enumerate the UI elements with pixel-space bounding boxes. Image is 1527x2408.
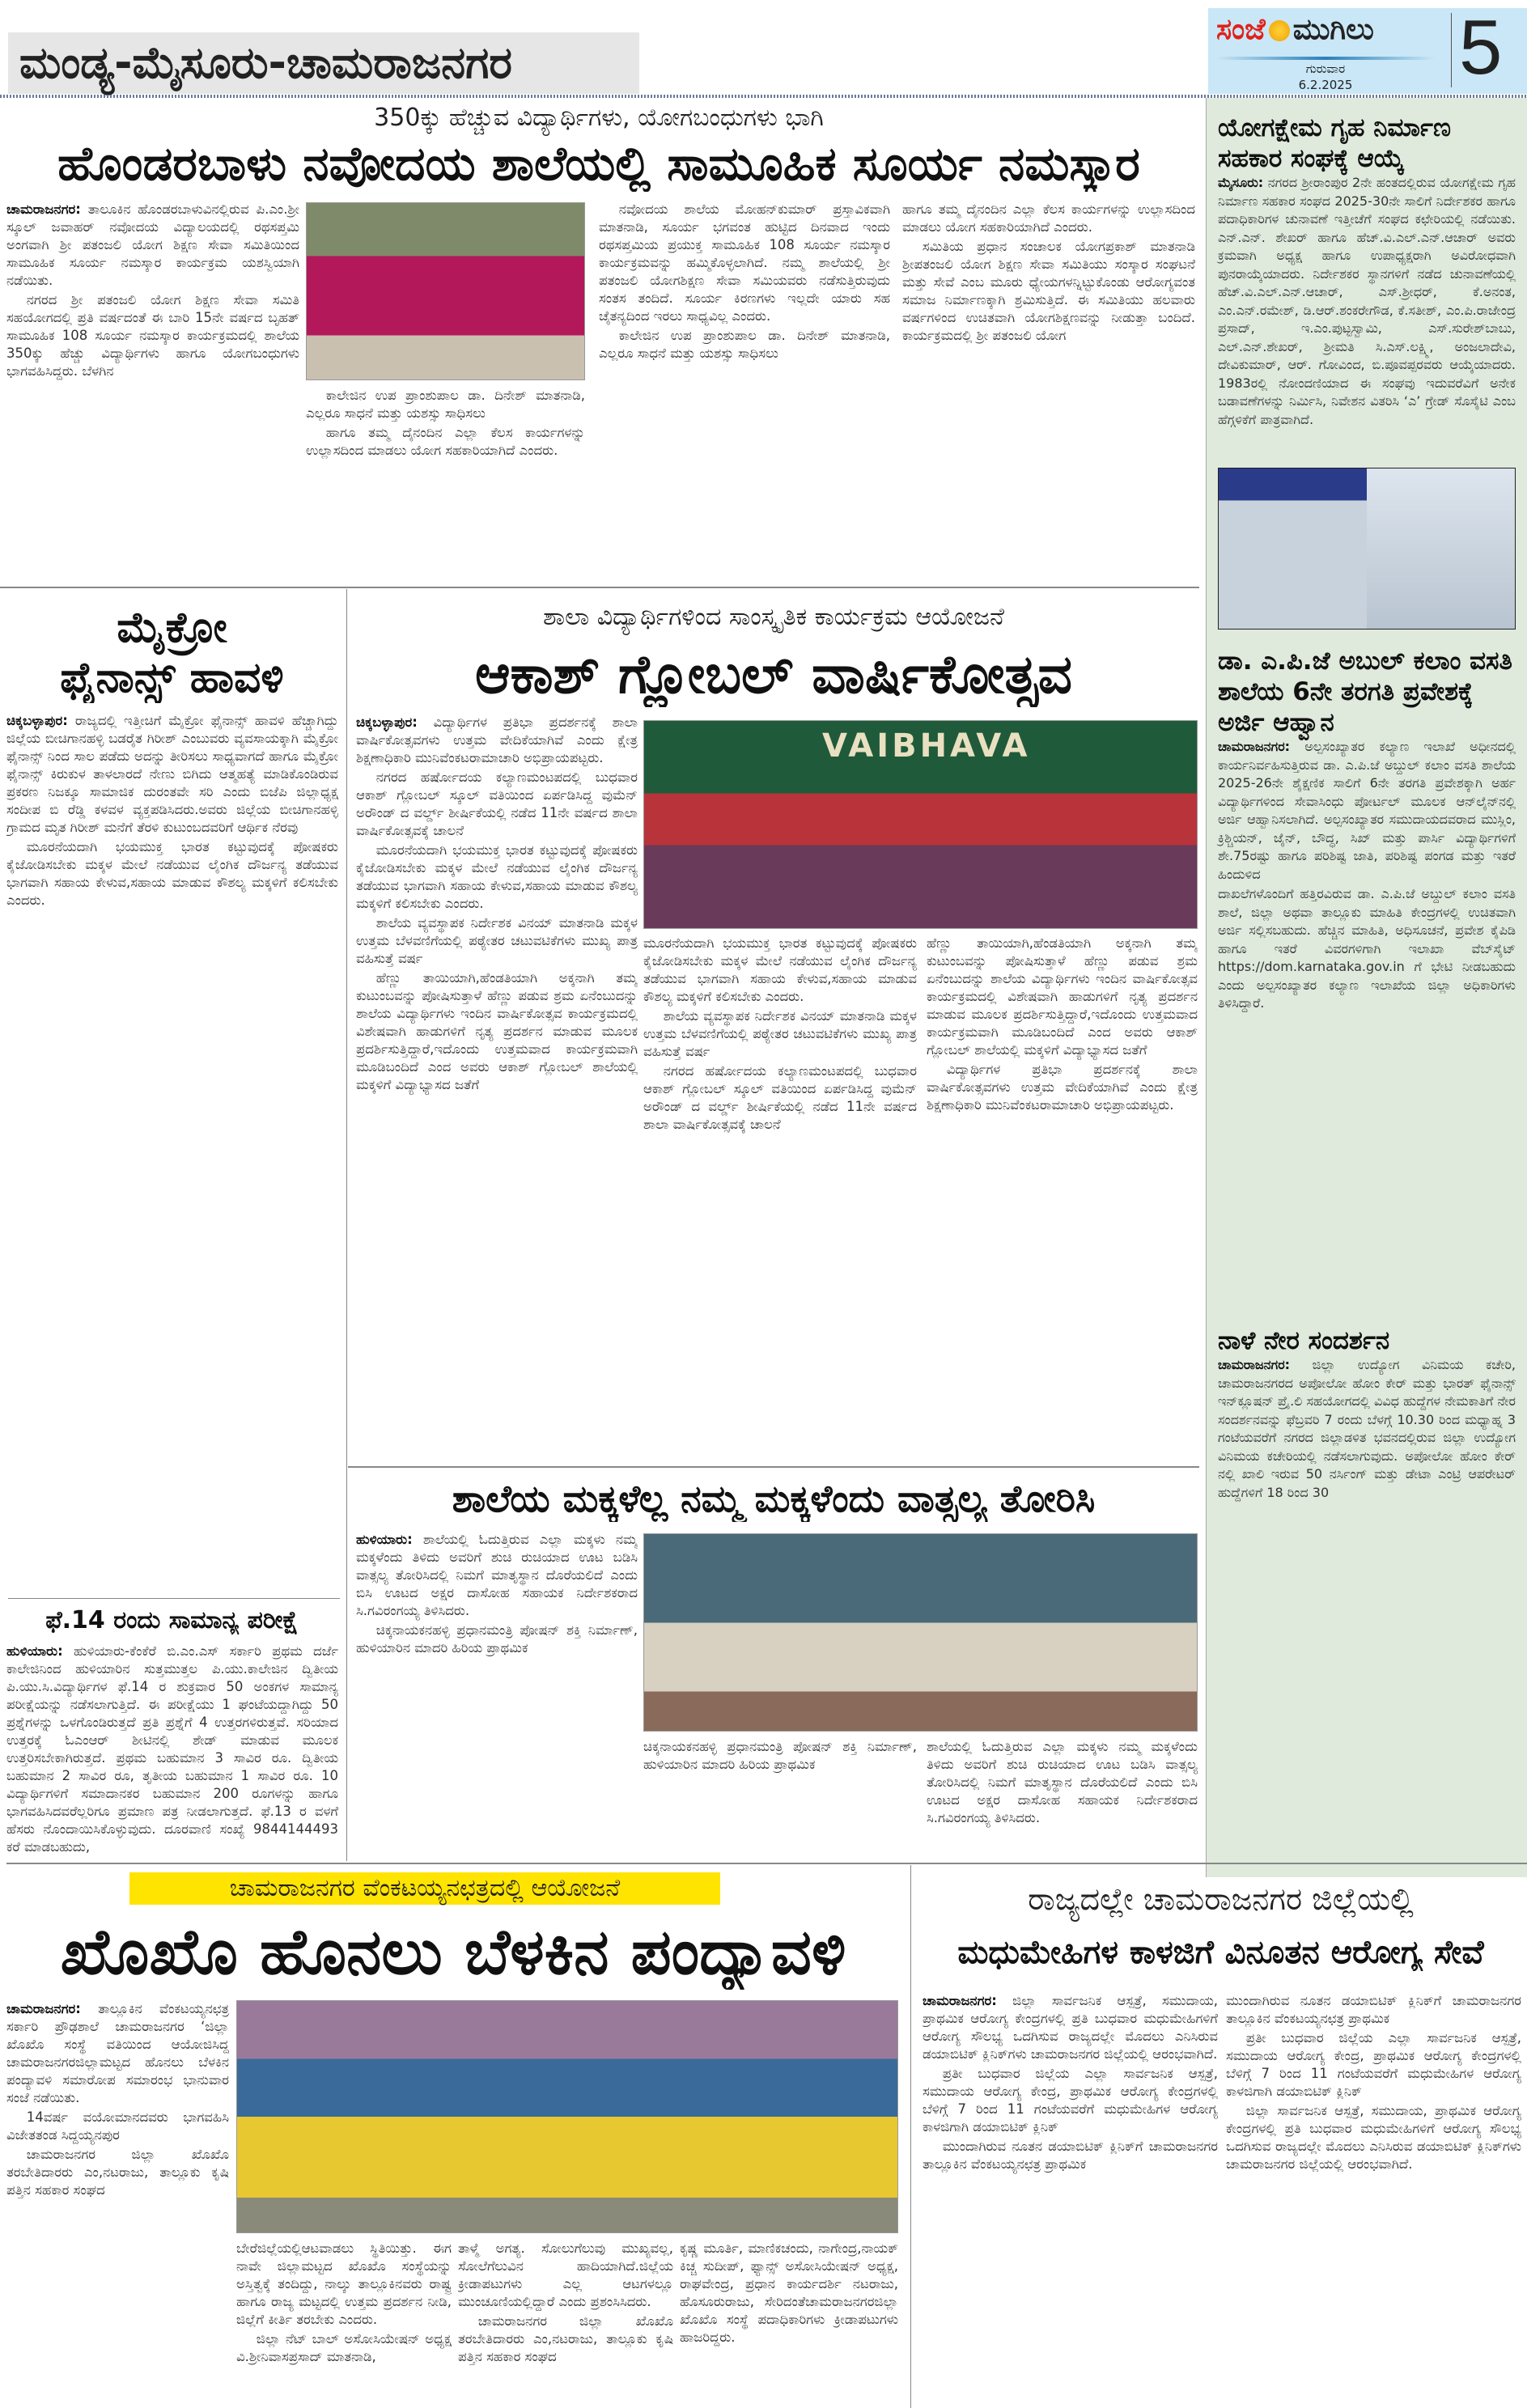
photo-school-event — [643, 1533, 1198, 1732]
para: ಹುಳಿಯಾರು-ಕೆಂಕೆರೆ ಬಿ.ಎಂ.ಎಸ್ ಸರ್ಕಾರಿ ಪ್ರಥಮ ದರ್ಜೆ ಕಾಲೇಜಿನಿಂದ ಹುಳಿಯಾರಿನ ಸುತ್ತಮುತ್ತಲ ಪಿ.ಯು.ಕಾಲೇಜಿನ ದ್ವಿತೀಯ ಪಿ.ಯು.ಸಿ.ವಿದ್ಯಾರ್ಥಿಗಳ ಫೆ.14 ರ ಶುಕ್ರವಾರ 50 ಅಂಕಗಳ ಸಾಮಾನ್ಯ ಪರೀಕ್ಷೆಯನ್ನು ನಡೆಸಲಾಗುತ್ತಿದೆ. ಈ ಪರೀಕ್ಷೆಯು 1 ಘಂಟೆಯದ್ದಾಗಿದ್ದು 50 ಪ್ರಶ್ನೆಗಳನ್ನು ಒಳಗೊಂಡಿರುತ್ತದೆ ಪ್ರತಿ ಪ್ರಶ್ನೆಗೆ 4 ಉತ್ತರಗಳಿರುತ್ತವೆ. ಸರಿಯಾದ ಉತ್ತರಕ್ಕೆ ಓಎಂಆರ್ ಶೀಟಿನಲ್ಲಿ ಶೇಡ್ ಮಾಡುವ ಮೂಲಕ ಉತ್ತರಿಸಬೇಕಾಗಿರುತ್ತದೆ. ಪ್ರಥಮ ಬಹುಮಾನ 3 ಸಾವಿರ ರೂ. ದ್ವಿತೀಯ ಬಹುಮಾನ 2 ಸಾವಿರ ರೂ, ತೃತೀಯ ಬಹುಮಾನ 1 ಸಾವಿರ ರೂ. 10 ವಿದ್ಯಾರ್ಥಿಗಳಿಗೆ ಸಮಾದಾನಕರ ಬಹುಮಾನ 200 ರೂಗಳನ್ನು ಹಾಗೂ ಭಾಗವಹಿಸಿದವರೆಲ್ಲರಿಗೂ ಪ್ರಮಾಣ ಪತ್ರ ನೀಡಲಾಗುತ್ತದೆ. ಫೆ.13 ರ ವಳಗೆ ಹೆಸರು ನೊಂದಾಯಿಸಿಕೊಳ್ಳುವುದು. ದೂರವಾಣಿ ಸಂಖ್ಯೆ 9844144493 ಕರೆ ಮಾಡಬಹುದು, — [6, 1643, 338, 1855]
para: ಮುಂದಾಗಿರುವ ನೂತನ ಡಯಾಬಿಟಿಕ್ ಕ್ಲಿನಿಕ್‌ಗೆ ಚಾಮರಾಜನಗರ ತಾಲ್ಲೂಕಿನ ವೆಂಕಟಯ್ಯನಛತ್ರ ಪ್ರಾಥಮಿಕ — [1226, 1993, 1521, 2026]
dateline: ಚಿಕ್ಕಬಳ್ಳಾಪುರ: — [6, 713, 68, 728]
akash-col-3 — [927, 935, 1198, 1456]
para: ತಾಲೂಕಿನ ಹೊಂಡರಬಾಳುವಿನಲ್ಲಿರುವ ಪಿ.ಎಂ.ಶ್ರೀ ಸ್ಕೂಲ್ ಜವಾಹರ್ ನವೋದಯ ವಿದ್ಯಾಲಯದಲ್ಲಿ ರಥಸಪ್ತಮಿ ಅಂಗವಾಗಿ ಶ್ರೀ ಪತಂಜಲಿ ಯೋಗ ಶಿಕ್ಷಣ ಸೇವಾ ಸಮಿತಿಯಿಂದ ಸಾಮೂಹಿಕ ಸೂರ್ಯ ನಮಸ್ಕಾರ ಕಾರ್ಯಕ್ರಮ ಯಶಸ್ವಿಯಾಗಿ ನಡೆಯಿತು. — [6, 201, 299, 288]
sidebar-body-3 — [1207, 1356, 1527, 1842]
akash-col-2 — [643, 935, 917, 1456]
para: ತಾಳ್ಮೆ ಅಗತ್ಯ. ಸೋಲುಗೆಲುವು ಮುಖ್ಯವಲ್ಲ, ಸೋಲೆಗೆಲುವಿನ ಹಾದಿಯಾಗಿದೆ.ಜಿಲ್ಲೆಯ ಕ್ರೀಡಾಪಟುಗಳು ಎಲ್ಲ ಆಟಗಳಲ್ಲೂ ಮುಂಚೂಣಿಯಲ್ಲಿದ್ದಾರೆ ಎಂದು ಪ್ರಶಂಸಿಸಿದರು. — [458, 2241, 673, 2309]
sidebar — [1206, 98, 1527, 1877]
akash-col-1 — [356, 714, 638, 1458]
issue-day: ಗುರುವಾರ — [1305, 61, 1346, 76]
para: ಕಾಲೇಜಿನ ಉಪ ಪ್ರಾಂಶುಪಾಲ ಡಾ. ದಿನೇಶ್ ಮಾತನಾಡಿ, ಎಲ್ಲರೂ ಸಾಧನೆ ಮತ್ತು ಯಶಸ್ಸು ಸಾಧಿಸಲು — [599, 328, 890, 361]
para: ಹೆಣ್ಣು ತಾಯಿಯಾಗಿ,ಹೆಂಡತಿಯಾಗಿ ಅಕ್ಕನಾಗಿ ತಮ್ಮ ಕುಟುಂಬವನ್ನು ಪೋಷಿಸುತ್ತಾಳೆ ಹೆಣ್ಣು ಪಡುವ ಶ್ರಮ ಏನೆಂಬುದನ್ನು ಶಾಲೆಯ ವಿದ್ಯಾರ್ಥಿಗಳು ಇಂದಿನ ವಾರ್ಷಿಕೋತ್ಸವ ಕಾರ್ಯಕ್ರಮದಲ್ಲಿ ವಿಶೇಷವಾಗಿ ಹಾಡುಗಳಿಗೆ ನೃತ್ಯ ಪ್ರದರ್ಶನ ಮಾಡುವ ಮೂಲಕ ಪ್ರದರ್ಶಿಸುತ್ತಿದ್ದಾರೆ,ಇದೊಂದು ಉತ್ತಮವಾದ ಕಾರ್ಯಕ್ರಮವಾಗಿ ಮೂಡಿಬಂದಿದೆ ಎಂದ ಅವರು ಆಕಾಶ್ ಗ್ಲೋಬಲ್ ಶಾಲೆಯಲ್ಲಿ ಮಕ್ಕಳಿಗೆ ವಿದ್ಯಾಭ್ಯಾಸದ ಜತೆಗೆ — [356, 970, 638, 1092]
issue-date: 6.2.2025 — [1298, 78, 1353, 92]
khokho-col-2 — [236, 2240, 452, 2406]
dateline: ಚಾಮರಾಜನಗರ: — [1218, 1357, 1291, 1372]
dateline: ಮೈಸೂರು: — [1218, 175, 1264, 190]
para: ಅಲ್ಪಸಂಖ್ಯಾತರ ಕಲ್ಯಾಣ ಇಲಾಖೆ ಅಧೀನದಲ್ಲಿ ಕಾರ್ಯನಿರ್ವಹಿಸುತ್ತಿರುವ ಡಾ. ಎ.ಪಿ.ಜೆ ಅಬ್ದುಲ್ ಕಲಾಂ ವಸತಿ ಶಾಲೆಯ 2025-26ನೇ ಶೈಕ್ಷಣಿಕ ಸಾಲಿಗೆ 6ನೇ ತರಗತಿ ಪ್ರವೇಶಕ್ಕಾಗಿ ಅರ್ಹ ವಿದ್ಯಾರ್ಥಿಗಳಿಂದ ಸೇವಾಸಿಂಧು ಪೋರ್ಟಲ್ ಮೂಲಕ ಆನ್‌ಲೈನ್‌ನಲ್ಲಿ ಅರ್ಜಿ ಆಹ್ವಾನಿಸಲಾಗಿದೆ. ಅಲ್ಪಸಂಖ್ಯಾತರ ಸಮುದಾಯದವರಾದ ಮುಸ್ಲಿಂ, ಕ್ರಿಶ್ಚಿಯನ್, ಜೈನ್, ಬೌದ್ಧ, ಸಿಖ್ ಮತ್ತು ಪಾರ್ಸಿ ವಿದ್ಯಾರ್ಥಿಗಳಿಗೆ ಶೇ.75ರಷ್ಟು ಹಾಗೂ ಪರಿಶಿಷ್ಟ ಜಾತಿ, ಪರಿಶಿಷ್ಟ ಪಂಗಡ ಮತ್ತು ಇತರೆ ಹಿಂದುಳಿದ — [1218, 739, 1516, 882]
para: ಚಿಕ್ಕನಾಯಕನಹಳ್ಳಿ ಪ್ರಧಾನಮಂತ್ರಿ ಪೋಷನ್ ಶಕ್ತಿ ನಿರ್ಮಾಣ್, ಹುಳಿಯಾರಿನ ಮಾದರಿ ಹಿರಿಯ ಪ್ರಾಥಮಿಕ — [643, 1739, 917, 1772]
khokho-col-3 — [458, 2240, 673, 2406]
para: ಶಾಲೆಯಲ್ಲಿ ಓದುತ್ತಿರುವ ಎಲ್ಲಾ ಮಕ್ಕಳು ನಮ್ಮ ಮಕ್ಕಳೆಂದು ತಿಳಿದು ಅವರಿಗೆ ಶುಚಿ ರುಚಿಯಾದ ಊಟ ಬಡಿಸಿ ವಾತ್ಸಲ್ಯ ತೋರಿಸಿದಲ್ಲಿ ನಿಮಗೆ ಮಾತೃಸ್ಥಾನ ದೊರೆಯಲಿದೆ ಎಂದು ಬಿಸಿ ಊಟದ ಅಕ್ಷರ ದಾಸೋಹ ಸಹಾಯಕ ನಿರ್ದೇಶಕರಾದ ಸಿ.ಗವಿರಂಗಯ್ಯ ತಿಳಿಸಿದರು. — [356, 1532, 638, 1618]
sidebar-headline-3: ನಾಳೆ ನೇರ ಸಂದರ್ಶನ — [1218, 1326, 1390, 1355]
para: ತಾಲ್ಲೂಕಿನ ವೆಂಕಟಯ್ಯನಛತ್ರ ಸರ್ಕಾರಿ ಪ್ರೌಢಶಾಲೆ ಚಾಮರಾಜನಗರ ‘ಜಿಲ್ಲಾ ಖೊಖೊ ಸಂಸ್ಥೆ ವತಿಯಿಂದ ಆಯೋಜಿಸಿದ್ದ ಚಾಮರಾಜನಗರಜಿಲ್ಲಾಮಟ್ಟದ ಹೊನಲು ಬೆಳಕಿನ ಪಂದ್ಯಾವಳಿ ಸಮಾರೋಪ ಸಮಾರಂಭ ಭಾನುವಾರ ಸಂಜೆ ನಡೆಯಿತು. — [6, 2001, 229, 2105]
para: ಕಾಲೇಜಿನ ಉಪ ಪ್ರಾಂಶುಪಾಲ ಡಾ. ದಿನೇಶ್ ಮಾತನಾಡಿ, ಎಲ್ಲರೂ ಸಾಧನೆ ಮತ್ತು ಯಶಸ್ಸು ಸಾಧಿಸಲು — [306, 388, 585, 421]
photo-khokho-team — [236, 2000, 898, 2233]
portrait-2 — [1367, 468, 1515, 629]
dateline: ಚಾಮರಾಜನಗರ: — [6, 201, 81, 217]
microfinance-headline — [0, 603, 344, 703]
para: ಬೇರೆಜಿಲ್ಲೆಯಲ್ಲಿಆಟವಾಡಲು ಸ್ಥಿತಿಯಿತ್ತು. ಈಗ ನಾವೇ ಜಿಲ್ಲಾಮಟ್ಟದ ಖೊಖೊ ಸಂಸ್ಥೆಯನ್ನು ಅಸ್ತಿತ್ವಕ್ಕೆ ತಂದಿದ್ದು, ನಾಲ್ಕು ತಾಲ್ಲೂಕಿನವರು ರಾಷ್ಟ್ರ ಹಾಗೂ ರಾಜ್ಯ ಮಟ್ಟದಲ್ಲಿ ಉತ್ತಮ ಪ್ರದರ್ಶನ ನೀಡಿ, ಜಿಲ್ಲೆಗೆ ಕೀರ್ತಿ ತರಬೇಕು ಎಂದರು. — [236, 2241, 452, 2327]
headline-line: ಮೈಕ್ರೋ — [117, 604, 227, 652]
health-headline: ಮಧುಮೇಹಿಗಳ ಕಾಳಜಿಗೆ ವಿನೂತನ ಆರೋಗ್ಯ ಸೇವೆ — [957, 1934, 1484, 1971]
health-kicker: ರಾಜ್ಯದಲ್ಲೇ ಚಾಮರಾಜನಗರ ಜಿಲ್ಲೆಯಲ್ಲಿ — [1028, 1881, 1414, 1917]
main-kicker: 350ಕ್ಕು ಹೆಚ್ಚುವ ವಿದ್ಯಾರ್ಥಿಗಳು, ಯೋಗಬಂಧುಗಳು ಭಾಗಿ — [374, 104, 824, 132]
dateline: ಚಾಮರಾಜನಗರ: — [6, 2001, 81, 2016]
masthead — [1208, 4, 1527, 94]
exam-headline: ಫೆ.14 ರಂದು ಸಾಮಾನ್ಯ ಪರೀಕ್ಷೆ — [45, 1606, 299, 1634]
health-col-1 — [923, 1992, 1218, 2406]
para: ಶಾಲೆಯ ವ್ಯವಸ್ಥಾಪಕ ನಿರ್ದೇಶಕ ವಿನಯ್ ಮಾತನಾಡಿ ಮಕ್ಕಳ ಉತ್ತಮ ಬೆಳವಣಿಗೆಯಲ್ಲಿ ಪಠ್ಯೇತರ ಚಟುವಟಿಕೆಗಳು ಮುಖ್ಯ ಪಾತ್ರ ವಹಿಸುತ್ತೆ ವರ್ಷ — [643, 1008, 917, 1059]
sidebar-body-2 — [1207, 738, 1527, 1321]
sidebar-headline-2: ಡಾ. ಎ.ಪಿ.ಜೆ ಅಬುಲ್ ಕಲಾಂ ವಸತಿ ಶಾಲೆಯ 6ನೇ ತರಗತಿ ಪ್ರವೇಶಕ್ಕೆ ಅರ್ಜಿ ಆಹ್ವಾನ — [1218, 647, 1512, 737]
main-col-4 — [902, 201, 1195, 581]
portrait-photos — [1218, 468, 1516, 630]
para: ರಾಜ್ಯದಲ್ಲಿ ಇತ್ತೀಚಿಗೆ ಮೈಕ್ರೋ ಫೈನಾನ್ಸ್ ಹಾವಳಿ ಹೆಚ್ಚಾಗಿದ್ದು ಜಿಲ್ಲೆಯ ಬೀಚಿಗಾನಹಳ್ಳಿ ಬಡರೈತ ಗಿರೀಶ್ ಎಂಬುವರು ವ್ಯವಸಾಯಕ್ಕಾಗಿ ಮೈಕ್ರೋ ಫೈನಾನ್ಸ್ ನಿಂದ ಸಾಲ ಪಡೆದು ಅದನ್ನು ತೀರಿಸಲು ಸಾಧ್ಯವಾಗದೆ ಹಾಗೂ ಮೈಕ್ರೋ ಫೈನಾನ್ಸ್ ಕಿರುಕುಳ ತಾಳಲಾರದೆ ನೇಣು ಬಿಗಿದು ಆತ್ಮಹತ್ಯೆ ಮಾಡಿಕೊಂಡಿರುವ ಪ್ರಕರಣ ನಿಜಕ್ಕೂ ಸಾಮಾಜಿಕ ದುರಂತವೇ ಸರಿ ಎಂದು ಬಿಜೆಪಿ ಜಿಲ್ಲಾಧ್ಯಕ್ಷ ಸಂದೀಪ ಬಿ ರೆಡ್ಡಿ ಕಳವಳ ವ್ಯಕ್ತಪಡಿಸಿದರು.ಅವರು ಜಿಲ್ಲೆಯ ಬೀಚಿಗಾನಹಳ್ಳಿ ಗ್ರಾಮದ ಮೃತ ಗಿರೀಶ್ ಮನೆಗೆ ತೆರಳಿ ಕುಟುಂಬದವರಿಗೆ ಆರ್ಥಿಕ ನೆರವು — [6, 713, 338, 835]
divider — [348, 1466, 1199, 1468]
khokho-col-4 — [680, 2240, 898, 2406]
para: ಮೂರನೆಯದಾಗಿ ಭಯಮುಕ್ತ ಭಾರತ ಕಟ್ಟುವುದಕ್ಕೆ ಪೋಷಕರು ಕೈಜೋಡಿಸಬೇಕು ಮಕ್ಕಳ ಮೇಲೆ ನಡೆಯುವ ಲೈಂಗಿಕ ದೌರ್ಜನ್ಯ ತಡೆಯುವ ಭಾಗವಾಗಿ ಸಹಾಯ ಕೇಳುವ,ಸಹಾಯ ಮಾಡುವ ಕೌಶಲ್ಯ ಮಕ್ಕಳಿಗೆ ಕಲಿಸಬೇಕು ಎಂದರು. — [356, 842, 638, 911]
paper-logo — [1216, 13, 1374, 47]
para: ಚಿಕ್ಕನಾಯಕನಹಳ್ಳಿ ಪ್ರಧಾನಮಂತ್ರಿ ಪೋಷನ್ ಶಕ್ತಿ ನಿರ್ಮಾಣ್, ಹುಳಿಯಾರಿನ ಮಾದರಿ ಹಿರಿಯ ಪ್ರಾಥಮಿಕ — [356, 1622, 638, 1656]
para: ಪ್ರತೀ ಬುಧವಾರ ಜಿಲ್ಲೆಯ ಎಲ್ಲಾ ಸಾರ್ವಜನಿಕ ಆಸ್ಪತ್ರೆ, ಸಮುದಾಯ ಆರೋಗ್ಯ ಕೇಂದ್ರ, ಪ್ರಾಥಮಿಕ ಆರೋಗ್ಯ ಕೇಂದ್ರಗಳಲ್ಲಿ ಬೆಳಿಗ್ಗೆ 7 ರಿಂದ 11 ಗಂಟೆಯವರೆಗೆ ಮಧುಮೇಹಿಗಳ ಆರೋಗ್ಯ ಕಾಳಜಿಗಾಗಿ ಡಯಾಬಿಟಿಕ್ ಕ್ಲಿನಿಕ್ — [923, 2066, 1218, 2135]
akash-headline: ಆಕಾಶ್ ಗ್ಲೋಬಲ್ ವಾರ್ಷಿಕೋತ್ಸವ — [474, 643, 1073, 706]
akash-kicker: ಶಾಲಾ ವಿದ್ಯಾರ್ಥಿಗಳಿಂದ ಸಾಂಸ್ಕೃತಿಕ ಕಾರ್ಯಕ್ರಮ ಆಯೋಜನೆ — [543, 603, 1004, 631]
para: ನಗರದ ಶ್ರೀರಾಂಪುರ 2ನೇ ಹಂತದಲ್ಲಿರುವ ಯೋಗಕ್ಷೇಮ ಗೃಹ ನಿರ್ಮಾಣ ಸಹಕಾರ ಸಂಘದ 2025-30ನೇ ಸಾಲಿಗೆ ನಿರ್ದೇಶಕರ ಹಾಗೂ ಪದಾಧಿಕಾರಿಗಳ ಚುನಾವಣೆ ಇತ್ತೀಚೆಗೆ ಸಂಘದ ಕಛೇರಿಯಲ್ಲಿ ನಡೆಯಿತು. ಎನ್.ಎನ್. ಶೇಖರ್ ಹಾಗೂ ಹೆಚ್.ವಿ.ಎಲ್.ಎನ್.ಆಚಾರ್ ಅವರು ಕ್ರಮವಾಗಿ ಅಧ್ಯಕ್ಷ ಹಾಗೂ ಉಪಾಧ್ಯಕ್ಷರಾಗಿ ಅವಿರೋಧವಾಗಿ ಪುನರಾಯ್ಕೆಯಾದರು. ನಿರ್ದೇಶಕರ ಸ್ಥಾನಗಳಿಗೆ ನಡೆದ ಚುನಾವಣೆಯಲ್ಲಿ ಹೆಚ್.ವಿ.ಎಲ್.ಎನ್.ಆಚಾರ್, ಎಸ್.ಶ್ರೀಧರ್, ಕೆ.ಅನಂತ, ಎಂ.ಎನ್.ರಮೇಶ್, ಡಿ.ಆರ್.ಶಂಕರೇಗೌಡ, ಕೆ.ಸತೀಶ್, ಎಂ.ಪಿ.ರಾಜೇಂದ್ರ ಪ್ರಸಾದ್, ಇ.ಎಂ.ಪುಟ್ಟಸ್ವಾಮಿ, ಎಸ್.ಸುರೇಶ್‌ಬಾಬು, ಎಲ್.ಎನ್.ಶೇಖರ್, ಶ್ರೀಮತಿ ಸಿ.ಎಸ್.ಲಕ್ಷ್ಮಿ, ಅಂಜಲಾದೇವಿ, ದೇವಿಕುಮಾರ್, ಆರ್. ಗೋವಿಂದ, ಬಿ.ಪೂವಪ್ಪರವರು ಆಯ್ಕೆಯಾದರು. 1983ರಲ್ಲಿ ನೋಂದಣಿಯಾದ ಈ ಸಂಘವು ಇದುವರೆವಿಗೆ ಅನೇಕ ಬಡಾವಣೆಗಳನ್ನು ನಿರ್ಮಿಸಿ, ನಿವೇಶನ ವಿತರಿಸಿ ‘ಎ’ ಗ್ರೇಡ್ ಸೊಸೈಟಿ ಎಂಬ ಹೆಗ್ಗಳಿಕೆಗೆ ಪಾತ್ರವಾಗಿದೆ. — [1218, 175, 1516, 427]
portrait-1 — [1219, 468, 1367, 629]
para: ಜಿಲ್ಲಾ ಸಾರ್ವಜನಿಕ ಆಸ್ಪತ್ರೆ, ಸಮುದಾಯ, ಪ್ರಾಥಮಿಕ ಆರೋಗ್ಯ ಕೇಂದ್ರಗಳಲ್ಲಿ ಪ್ರತಿ ಬುಧವಾರ ಮಧುಮೇಹಿಗಳಿಗೆ ಆರೋಗ್ಯ ಸೌಲಭ್ಯ ಒದಗಿಸುವ ರಾಜ್ಯದಲ್ಲೇ ಮೊದಲು ಎನಿಸಿರುವ ಡಯಾಬಿಟಿಕ್ ಕ್ಲಿನಿಕ್‌ಗಳು ಚಾಮರಾಜನಗರ ಜಿಲ್ಲೆಯಲ್ಲಿ ಆರಂಭವಾಗಿದೆ. — [923, 1993, 1218, 2062]
para: ನಗರದ ಹರ್ಷೋದಯ ಕಲ್ಯಾಣಮಂಟಪದಲ್ಲಿ ಬುಧವಾರ ಆಕಾಶ್ ಗ್ಲೋಬಲ್ ಸ್ಕೂಲ್ ವತಿಯಿಂದ ಏರ್ಪಡಿಸಿದ್ದ ವುಮೆನ್ ಅರೌಂಡ್ ದ ವರ್ಲ್ಡ್ ಶೀರ್ಷಿಕೆಯಲ್ಲಿ ನಡೆದ 11ನೇ ವರ್ಷದ ಶಾಲಾ ವಾರ್ಷಿಕೋತ್ಸವಕ್ಕೆ ಚಾಲನೆ — [356, 769, 638, 838]
headline-line: ಫೈನಾನ್ಸ್ ಹಾವಳಿ — [60, 654, 284, 702]
exam-body — [6, 1643, 338, 1857]
page-number: 5 — [1459, 4, 1503, 91]
para: ಚಾಮರಾಜನಗರ ಜಿಲ್ಲಾ ಖೊಖೊ ತರಬೇತಿದಾರರು ಎಂ,ನಟರಾಜು, ತಾಲ್ಲೂಕು ಕೃಷಿ ಪತ್ತಿನ ಸಹಕಾರ ಸಂಘದ — [458, 2313, 673, 2364]
school-col-3 — [927, 1738, 1198, 1855]
divider — [8, 1598, 340, 1599]
dateline: ಹುಳಿಯಾರು: — [6, 1643, 63, 1659]
para: ಹೆಣ್ಣು ತಾಯಿಯಾಗಿ,ಹೆಂಡತಿಯಾಗಿ ಅಕ್ಕನಾಗಿ ತಮ್ಮ ಕುಟುಂಬವನ್ನು ಪೋಷಿಸುತ್ತಾಳೆ ಹೆಣ್ಣು ಪಡುವ ಶ್ರಮ ಏನೆಂಬುದನ್ನು ಶಾಲೆಯ ವಿದ್ಯಾರ್ಥಿಗಳು ಇಂದಿನ ವಾರ್ಷಿಕೋತ್ಸವ ಕಾರ್ಯಕ್ರಮದಲ್ಲಿ ವಿಶೇಷವಾಗಿ ಹಾಡುಗಳಿಗೆ ನೃತ್ಯ ಪ್ರದರ್ಶನ ಮಾಡುವ ಮೂಲಕ ಪ್ರದರ್ಶಿಸುತ್ತಿದ್ದಾರೆ,ಇದೊಂದು ಉತ್ತಮವಾದ ಕಾರ್ಯಕ್ರಮವಾಗಿ ಮೂಡಿಬಂದಿದೆ ಎಂದ ಅವರು ಆಕಾಶ್ ಗ್ಲೋಬಲ್ ಶಾಲೆಯಲ್ಲಿ ಮಕ್ಕಳಿಗೆ ವಿದ್ಯಾಭ್ಯಾಸದ ಜತೆಗೆ — [927, 935, 1198, 1058]
para: ಹಾಗೂ ತಮ್ಮ ದೈನಂದಿನ ಎಲ್ಲಾ ಕೆಲಸ ಕಾರ್ಯಗಳನ್ನು ಉಲ್ಲಾಸದಿಂದ ಮಾಡಲು ಯೋಗ ಸಹಕಾರಿಯಾಗಿದೆ ಎಂದರು. — [902, 201, 1195, 235]
para: ಮುಂದಾಗಿರುವ ನೂತನ ಡಯಾಬಿಟಿಕ್ ಕ್ಲಿನಿಕ್‌ಗೆ ಚಾಮರಾಜನಗರ ತಾಲ್ಲೂಕಿನ ವೆಂಕಟಯ್ಯನಛತ್ರ ಪ್ರಾಥಮಿಕ — [923, 2139, 1218, 2172]
sidebar-body-1 — [1207, 174, 1527, 461]
para: ಶಾಲೆಯ ವ್ಯವಸ್ಥಾಪಕ ನಿರ್ದೇಶಕ ವಿನಯ್ ಮಾತನಾಡಿ ಮಕ್ಕಳ ಉತ್ತಮ ಬೆಳವಣಿಗೆಯಲ್ಲಿ ಪಠ್ಯೇತರ ಚಟುವಟಿಕೆಗಳು ಮುಖ್ಯ ಪಾತ್ರ ವಹಿಸುತ್ತೆ ವರ್ಷ — [356, 915, 638, 966]
divider — [910, 1865, 911, 2408]
school-headline: ಶಾಲೆಯ ಮಕ್ಕಳೆಲ್ಲ ನಮ್ಮ ಮಕ್ಕಳೆಂದು ವಾತ್ಸಲ್ಯ ತೋರಿಸಿ — [452, 1477, 1096, 1520]
microfinance-body — [6, 712, 338, 1586]
khokho-headline: ಖೊಖೊ ಹೊನಲು ಬೆಳಕಿನ ಪಂದ್ಯಾವಳಿ — [60, 1916, 846, 1989]
para: ವಿದ್ಯಾರ್ಥಿಗಳ ಪ್ರತಿಭಾ ಪ್ರದರ್ಶನಕ್ಕೆ ಶಾಲಾ ವಾರ್ಷಿಕೋತ್ಸವಗಳು ಉತ್ತಮ ವೇದಿಕೆಯಾಗಿವೆ ಎಂದು ಕ್ಷೇತ್ರ ಶಿಕ್ಷಣಾಧಿಕಾರಿ ಮುನಿವೆಂಕಟರಾಮಾಚಾರಿ ಅಭಿಪ್ರಾಯಪಟ್ಟರು. — [356, 714, 638, 765]
para: ಶಾಲೆಯಲ್ಲಿ ಓದುತ್ತಿರುವ ಎಲ್ಲಾ ಮಕ್ಕಳು ನಮ್ಮ ಮಕ್ಕಳೆಂದು ತಿಳಿದು ಅವರಿಗೆ ಶುಚಿ ರುಚಿಯಾದ ಊಟ ಬಡಿಸಿ ವಾತ್ಸಲ್ಯ ತೋರಿಸಿದಲ್ಲಿ ನಿಮಗೆ ಮಾತೃಸ್ಥಾನ ದೊರೆಯಲಿದೆ ಎಂದು ಬಿಸಿ ಊಟದ ಅಕ್ಷರ ದಾಸೋಹ ಸಹಾಯಕ ನಿರ್ದೇಶಕರಾದ ಸಿ.ಗವಿರಂಗಯ್ಯ ತಿಳಿಸಿದರು. — [927, 1739, 1198, 1825]
para: ದಾಖಲೆಗಳೊಂದಿಗೆ ಹತ್ತಿರವಿರುವ ಡಾ. ಎ.ಪಿ.ಜೆ ಅಬ್ದುಲ್ ಕಲಾಂ ವಸತಿ ಶಾಲೆ, ಜಿಲ್ಲಾ ಅಥವಾ ತಾಲ್ಲೂಕು ಮಾಹಿತಿ ಕೇಂದ್ರಗಳಲ್ಲಿ ಉಚಿತವಾಗಿ ಅರ್ಜಿ ಸಲ್ಲಿಸಬಹುದು. ಹೆಚ್ಚಿನ ಮಾಹಿತಿ, ಅಧಿಸೂಚನೆ, ಪ್ರವೇಶ ಕೈಪಿಡಿ ಹಾಗೂ ಇತರೆ ವಿವರಗಳಿಗಾಗಿ ಇಲಾಖಾ ವೆಬ್‌ಸೈಟ್ https://dom.karnataka.gov.in ಗೆ ಭೇಟಿ ನೀಡಬಹುದು ಎಂದು ಅಲ್ಪಸಂಖ್ಯಾತರ ಕಲ್ಯಾಣ ಇಲಾಖೆಯ ಜಿಲ್ಲಾ ಅಧಿಕಾರಿಗಳು ತಿಳಿಸಿದ್ದಾರೆ. — [1218, 886, 1516, 1011]
para: ಹಾಗೂ ತಮ್ಮ ದೈನಂದಿನ ಎಲ್ಲಾ ಕೆಲಸ ಕಾರ್ಯಗಳನ್ನು ಉಲ್ಲಾಸದಿಂದ ಮಾಡಲು ಯೋಗ ಸಹಕಾರಿಯಾಗಿದೆ ಎಂದರು. — [306, 425, 585, 458]
dateline: ಚಾಮರಾಜನಗರ: — [1218, 739, 1291, 754]
divider — [6, 1863, 1527, 1864]
dateline: ಹುಳಿಯಾರು: — [356, 1532, 413, 1547]
dateline: ಚಿಕ್ಕಬಳ್ಳಾಪುರ: — [356, 714, 418, 730]
logo-dark: ಮುಗಿಲು — [1292, 13, 1374, 46]
para: ಪ್ರತೀ ಬುಧವಾರ ಜಿಲ್ಲೆಯ ಎಲ್ಲಾ ಸಾರ್ವಜನಿಕ ಆಸ್ಪತ್ರೆ, ಸಮುದಾಯ ಆರೋಗ್ಯ ಕೇಂದ್ರ, ಪ್ರಾಥಮಿಕ ಆರೋಗ್ಯ ಕೇಂದ್ರಗಳಲ್ಲಿ ಬೆಳಿಗ್ಗೆ 7 ರಿಂದ 11 ಗಂಟೆಯವರೆಗೆ ಮಧುಮೇಹಿಗಳ ಆರೋಗ್ಯ ಕಾಳಜಿಗಾಗಿ ಡಯಾಬಿಟಿಕ್ ಕ್ಲಿನಿಕ್ — [1226, 2030, 1521, 2099]
photo-banner-text: VAIBHAVA — [822, 727, 1031, 765]
para: ಜಿಲ್ಲಾ ಸಾರ್ವಜನಿಕ ಆಸ್ಪತ್ರೆ, ಸಮುದಾಯ, ಪ್ರಾಥಮಿಕ ಆರೋಗ್ಯ ಕೇಂದ್ರಗಳಲ್ಲಿ ಪ್ರತಿ ಬುಧವಾರ ಮಧುಮೇಹಿಗಳಿಗೆ ಆರೋಗ್ಯ ಸೌಲಭ್ಯ ಒದಗಿಸುವ ರಾಜ್ಯದಲ್ಲೇ ಮೊದಲು ಎನಿಸಿರುವ ಡಯಾಬಿಟಿಕ್ ಕ್ಲಿನಿಕ್‌ಗಳು ಚಾಮರಾಜನಗರ ಜಿಲ್ಲೆಯಲ್ಲಿ ಆರಂಭವಾಗಿದೆ. — [1226, 2103, 1521, 2172]
photo-akash-anniversary — [643, 720, 1198, 929]
para: ಮೂರನೆಯದಾಗಿ ಭಯಮುಕ್ತ ಭಾರತ ಕಟ್ಟುವುದಕ್ಕೆ ಪೋಷಕರು ಕೈಜೋಡಿಸಬೇಕು ಮಕ್ಕಳ ಮೇಲೆ ನಡೆಯುವ ಲೈಂಗಿಕ ದೌರ್ಜನ್ಯ ತಡೆಯುವ ಭಾಗವಾಗಿ ಸಹಾಯ ಕೇಳುವ,ಸಹಾಯ ಮಾಡುವ ಕೌಶಲ್ಯ ಮಕ್ಕಳಿಗೆ ಕಲಿಸಬೇಕು ಎಂದರು. — [643, 935, 917, 1004]
school-col-1 — [356, 1531, 638, 1855]
main-col-2 — [306, 387, 585, 581]
sun-icon — [1269, 20, 1290, 41]
khokho-kicker: ಚಾಮರಾಜನಗರ ವೆಂಕಟಯ್ಯನಛತ್ರದಲ್ಲಿ ಆಯೋಜನೆ — [129, 1872, 720, 1905]
para: ಸಮಿತಿಯ ಪ್ರಧಾನ ಸಂಚಾಲಕ ಯೋಗಪ್ರಕಾಶ್ ಮಾತನಾಡಿ ಶ್ರೀಪತಂಜಲಿ ಯೋಗ ಶಿಕ್ಷಣ ಸೇವಾ ಸಮಿತಿಯು ಸಂಸ್ಕಾರ ಸಂಘಟನೆ ಮತ್ತು ಸೇವೆ ಎಂಬ ಮೂರು ಧ್ಯೇಯಗಳನ್ನಿಟ್ಟುಕೊಂಡು ಆರೋಗ್ಯವಂತ ಸಮಾಜ ನಿರ್ಮಾಣಕ್ಕಾಗಿ ಶ್ರಮಿಸುತ್ತಿದೆ. ಈ ಸಮಿತಿಯು ಹಲವಾರು ವರ್ಷಗಳಿಂದ ಉಚಿತವಾಗಿ ಯೋಗಶಿಕ್ಷಣವನ್ನು ನೀಡುತ್ತಾ ಬಂದಿದೆ. ಕಾರ್ಯಕ್ರಮದಲ್ಲಿ ಶ್ರೀ ಪತಂಜಲಿ ಯೋಗ — [902, 239, 1195, 343]
logo-red: ಸಂಜೆ — [1216, 13, 1266, 46]
para: ನವೋದಯ ಶಾಲೆಯ ಮೋಹನ್‌ಕುಮಾರ್ ಪ್ರಸ್ತಾವಿಕವಾಗಿ ಮಾತನಾಡಿ, ಸೂರ್ಯ ಭಗವಂತ ಹುಟ್ಟಿದ ದಿನವಾದ ಇಂದು ರಥಸಪ್ತಮಿಯ ಪ್ರಯುಕ್ತ ಸಾಮೂಹಿಕ 108 ಸೂರ್ಯ ನಮಸ್ಕಾರ ಕಾರ್ಯಕ್ರಮವನ್ನು ಹಮ್ಮಿಕೊಳ್ಳಲಾಗಿದೆ. ನಮ್ಮ ಶಾಲೆಯಲ್ಲಿ ಶ್ರೀ ಪತಂಜಲಿ ಯೋಗಶಿಕ್ಷಣ ಸೇವಾ ಸಮಿಯವರು ನಡೆಸುತ್ತಿರುವುದು ಸಂತಸ ತಂದಿದೆ. ಸೂರ್ಯ ಕಿರಣಗಳು ಇಲ್ಲದೇ ಯಾರು ಸಹ ಚೈತನ್ಯದಿಂದ ಇರಲು ಸಾಧ್ಯವಿಲ್ಲ ಎಂದರು. — [599, 201, 890, 324]
khokho-col-1 — [6, 2000, 229, 2405]
para: ವಿದ್ಯಾರ್ಥಿಗಳ ಪ್ರತಿಭಾ ಪ್ರದರ್ಶನಕ್ಕೆ ಶಾಲಾ ವಾರ್ಷಿಕೋತ್ಸವಗಳು ಉತ್ತಮ ವೇದಿಕೆಯಾಗಿವೆ ಎಂದು ಕ್ಷೇತ್ರ ಶಿಕ್ಷಣಾಧಿಕಾರಿ ಮುನಿವೆಂಕಟರಾಮಾಚಾರಿ ಅಭಿಪ್ರಾಯಪಟ್ಟರು. — [927, 1062, 1198, 1113]
logo-underline — [1216, 57, 1435, 60]
health-col-2 — [1226, 1992, 1521, 2406]
photo-yoga-event — [306, 202, 585, 380]
main-col-1 — [6, 201, 299, 581]
para: 14ವರ್ಷ ವಯೋಮಾನದವರು ಭಾಗವಹಿಸಿ ವಿಜೇತತಂಡ ಸಿದ್ದಯ್ಯನಪುರ — [6, 2109, 229, 2143]
para: ಮೂರನೆಯದಾಗಿ ಭಯಮುಕ್ತ ಭಾರತ ಕಟ್ಟುವುದಕ್ಕೆ ಪೋಷಕರು ಕೈಜೋಡಿಸಬೇಕು ಮಕ್ಕಳ ಮೇಲೆ ನಡೆಯುವ ಲೈಂಗಿಕ ದೌರ್ಜನ್ಯ ತಡೆಯುವ ಭಾಗವಾಗಿ ಸಹಾಯ ಕೇಳುವ,ಸಹಾಯ ಮಾಡುವ ಕೌಶಲ್ಯ ಮಕ್ಕಳಿಗೆ ಕಲಿಸಬೇಕು ಎಂದರು. — [6, 839, 338, 908]
para: ನಗರದ ಹರ್ಷೋದಯ ಕಲ್ಯಾಣಮಂಟಪದಲ್ಲಿ ಬುಧವಾರ ಆಕಾಶ್ ಗ್ಲೋಬಲ್ ಸ್ಕೂಲ್ ವತಿಯಿಂದ ಏರ್ಪಡಿಸಿದ್ದ ವುಮೆನ್ ಅರೌಂಡ್ ದ ವರ್ಲ್ಡ್ ಶೀರ್ಷಿಕೆಯಲ್ಲಿ ನಡೆದ 11ನೇ ವರ್ಷದ ಶಾಲಾ ವಾರ್ಷಿಕೋತ್ಸವಕ್ಕೆ ಚಾಲನೆ — [643, 1063, 917, 1132]
sidebar-headline-1: ಯೋಗಕ್ಷೇಮ ಗೃಹ ನಿರ್ಮಾಣ ಸಹಕಾರ ಸಂಘಕ್ಕೆ ಆಯ್ಕೆ — [1218, 113, 1451, 173]
divider — [346, 589, 347, 1861]
main-col-3 — [599, 201, 890, 581]
para: ನಗರದ ಶ್ರೀ ಪತಂಜಲಿ ಯೋಗ ಶಿಕ್ಷಣ ಸೇವಾ ಸಮಿತಿ ಸಹಯೋಗದಲ್ಲಿ ಪ್ರತಿ ವರ್ಷದಂತೆ ಈ ಬಾರಿ 15ನೇ ವರ್ಷದ ಬೃಹತ್ ಸಾಮೂಹಿಕ 108 ಸೂರ್ಯ ನಮಸ್ಕಾರ ಕಾರ್ಯಕ್ರಮದಲ್ಲಿ ಶಾಲೆಯ 350ಕ್ಕು ಹೆಚ್ಚು ವಿದ್ಯಾರ್ಥಿಗಳು ಹಾಗೂ ಯೋಗಬಂಧುಗಳು ಭಾಗವಹಿಸಿದ್ದರು. ಬೆಳಗಿನ — [6, 292, 299, 379]
divider — [0, 587, 1199, 588]
para: ಚಾಮರಾಜನಗರ ಜಿಲ್ಲಾ ಖೊಖೊ ತರಬೇತಿದಾರರು ಎಂ,ನಟರಾಜು, ತಾಲ್ಲೂಕು ಕೃಷಿ ಪತ್ತಿನ ಸಹಕಾರ ಸಂಘದ — [6, 2147, 229, 2198]
school-col-2 — [643, 1738, 917, 1855]
main-headline: ಹೊಂಡರಬಾಳು ನವೋದಯ ಶಾಲೆಯಲ್ಲಿ ಸಾಮೂಹಿಕ ಸೂರ್ಯ ನಮಸ್ಕಾರ — [57, 136, 1140, 191]
para: ಜಿಲ್ಲಾ ನೆಟ್ ಬಾಲ್ ಅಸೋಸಿಯೇಷನ್ ಅಧ್ಯಕ್ಷ ವಿ.ಶ್ರೀನಿವಾಸಪ್ರಸಾದ್ ಮಾತನಾಡಿ, — [236, 2331, 452, 2364]
dateline: ಚಾಮರಾಜನಗರ: — [923, 1993, 997, 2008]
section-title: ಮಂಡ್ಯ-ಮೈಸೂರು-ಚಾಮರಾಜನಗರ — [8, 32, 639, 94]
para: ಜಿಲ್ಲಾ ಉದ್ಯೋಗ ವಿನಿಮಯ ಕಚೇರಿ, ಚಾಮರಾಜನಗರದ ಅಪೋಲೋ ಹೋಂ ಕೇರ್ ಮತ್ತು ಭಾರತ್ ಫೈನಾನ್ಸ್ ಇನ್‌ಕ್ಲೂಷನ್ ಪ್ರೈ.ಲಿ ಸಹಯೋಗದಲ್ಲಿ ವಿವಿಧ ಹುದ್ದೆಗಳ ನೇಮಕಾತಿಗೆ ನೇರ ಸಂದರ್ಶನವನ್ನು ಫೆಬ್ರವರಿ 7 ರಂದು ಬೆಳಗ್ಗೆ 10.30 ರಿಂದ ಮಧ್ಯಾಹ್ನ 3 ಗಂಟೆಯವರೆಗೆ ನಗರದ ಜಿಲ್ಲಾಡಳಿತ ಭವನದಲ್ಲಿರುವ ಜಿಲ್ಲಾ ಉದ್ಯೋಗ ವಿನಿಮಯ ಕಚೇರಿಯಲ್ಲಿ ನಡೆಸಲಾಗುವುದು. ಅಪೋಲೋ ಹೋಂ ಕೇರ್ ನಲ್ಲಿ ಖಾಲಿ ಇರುವ 50 ನರ್ಸಿಂಗ್ ಮತ್ತು ಡೇಟಾ ಎಂಟ್ರಿ ಆಪರೇಟರ್ ಹುದ್ದೆಗಳಿಗೆ 18 ರಿಂದ 30 — [1218, 1357, 1516, 1500]
para: ಕೃಷ್ಣ ಮೂರ್ತಿ, ಮಾಣಿಕಚಂದು, ನಾಗೇಂದ್ರ,ನಾಯಕ್ ಕಿಚ್ಚ ಸುದೀಪ್, ಫ್ಯಾನ್ಸ್ ಅಸೋಸಿಯೇಷನ್ ಅಧ್ಯಕ್ಷ, ರಾಘವೇಂದ್ರ, ಪ್ರಧಾನ ಕಾರ್ಯದರ್ಶಿ ನಟರಾಜು, ಹೊಸೂರುರಾಜು, ಸೇರಿದಂತೆಚಾಮರಾಜನಗರಜಿಲ್ಲಾ ಖೊಖೊ ಸಂಸ್ಥೆ ಪದಾಧಿಕಾರಿಗಳು ಕ್ರೀಡಾಪಟುಗಳು ಹಾಜರಿದ್ದರು. — [680, 2241, 898, 2345]
divider — [1451, 13, 1452, 87]
